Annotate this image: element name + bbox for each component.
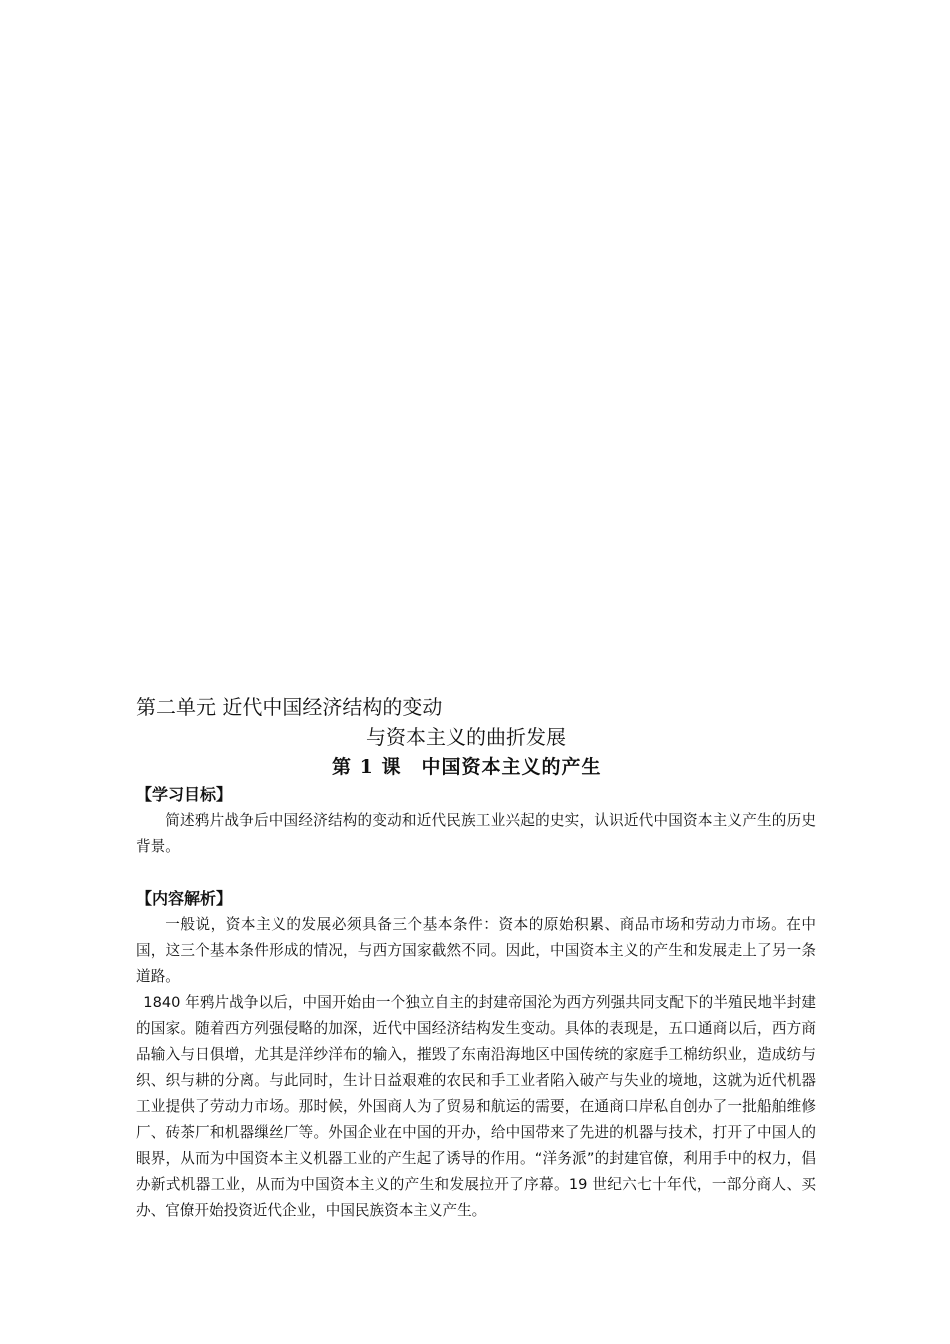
document-content — [136, 692, 816, 1224]
lesson-title: 第 1 课 中国资本主义的产生 — [332, 756, 602, 778]
objectives-heading: 【学习目标】 — [136, 785, 233, 804]
objectives-text: 简述鸦片战争后中国经济结构的变动和近代民族工业兴起的史实，认识近代中国资本主义产生的历史背景。 — [136, 812, 816, 855]
analysis-paragraph-1: 一般说，资本主义的发展必须具备三个基本条件：资本的原始积累、商品市场和劳动力市场。在中国，这三个基本条件形成的情况，与西方国家截然不同。因此，中国资本主义的产生和发展走上了另一条道路。 — [136, 916, 816, 985]
analysis-paragraph-2: 1840 年鸦片战争以后，中国开始由一个独立自主的封建帝国沦为西方列强共同支配下的半殖民地半封建的国家。随着西方列强侵略的加深，近代中国经济结构发生变动。具体的表现是，五口通商以后，西方商品输入与日俱增，尤其是洋纱洋布的输入，摧毁了东南沿海地区中国传统的家庭手工棉纺织业，造成纺与织、织与耕的分离。与此同时，生计日益艰难的农民和手工业者陷入破产与失业的境地，这就为近代机器工业提供了劳动力市场。那时候，外国商人为了贸易和航运的需要，在通商口岸私自创办了一批船舶维修厂、砖茶厂和机器缫丝厂等。外国企业在中国的开办，给中国带来了先进的机器与技术，打开了中国人的眼界，从而为中国资本主义机器工业的产生起了诱导的作用。“洋务派”的封建官僚，利用手中的权力，倡办新式机器工业，从而为中国资本主义的产生和发展拉开了序幕。19 世纪六七十年代，一部分商人、买办、官僚开始投资近代企业，中国民族资本主义产生。 — [136, 994, 816, 1219]
analysis-heading: 【内容解析】 — [136, 889, 233, 908]
unit-title-line1: 第二单元 近代中国经济结构的变动 — [136, 695, 443, 719]
section-spacer — [136, 860, 816, 886]
unit-title-line2: 与资本主义的曲折发展 — [366, 725, 566, 749]
